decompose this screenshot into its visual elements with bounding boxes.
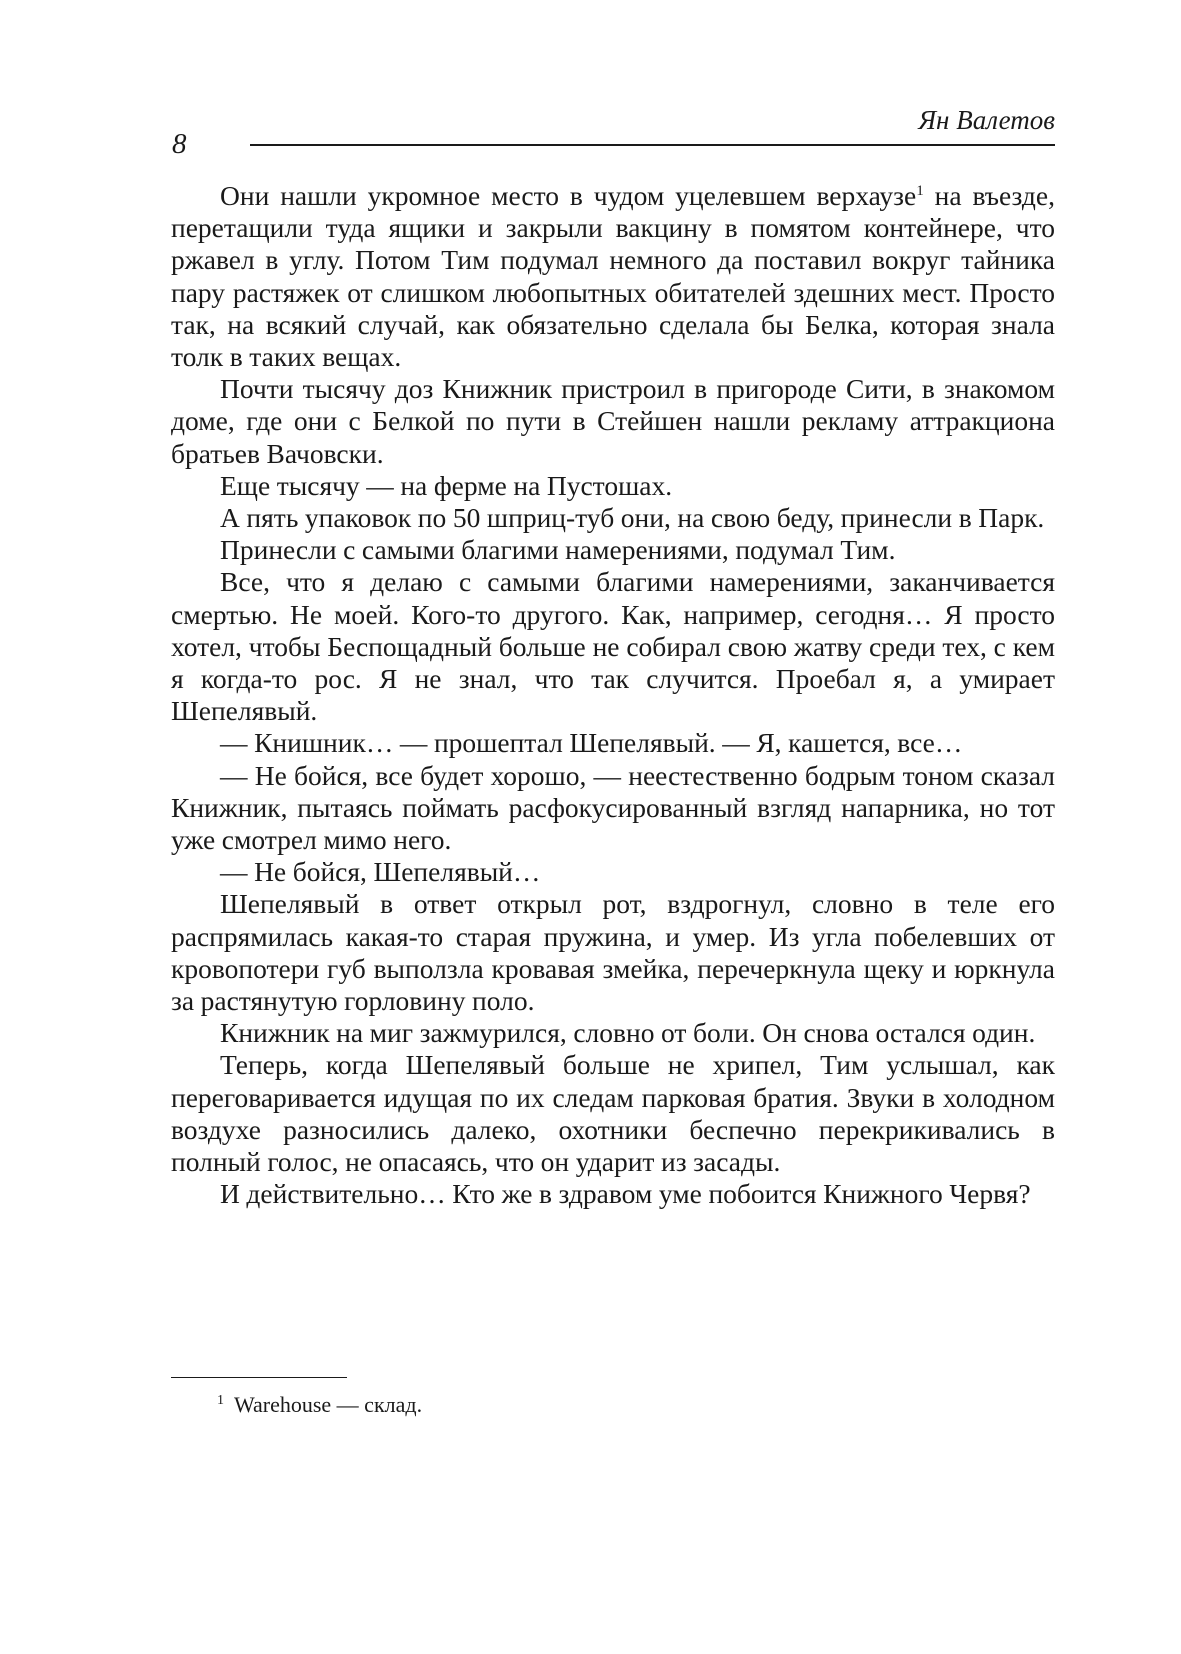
paragraph-2: Почти тысячу доз Книжник пристроил в пригороде Сити, в знакомом доме, где они с Белкой по пути в Стейшен нашли рекламу аттракциона братьев Вачовски. (171, 373, 1055, 469)
paragraph-10: Шепелявый в ответ открыл рот, вздрогнул, словно в теле его распрямилась какая-то старая пружина, и умер. Из угла побелевших от кровопотери губ выползла кровавая змейка, перечеркнула щеку и юркнула за растянутую горловину поло. (171, 888, 1055, 1017)
footnote-ref-1: 1 (916, 182, 924, 199)
paragraph-11: Книжник на миг зажмурился, словно от боли. Он снова остался один. (220, 1017, 1036, 1049)
paragraph-4: А пять упаковок по 50 шприц-туб они, на свою беду, принесли в Парк. (220, 502, 1045, 534)
paragraph-1 (171, 180, 1055, 373)
paragraph-1-text-a: Они нашли укромное место в чудом уцелевшем верхаузе (220, 180, 917, 211)
footnote-1 (217, 1392, 422, 1418)
paragraph-3: Еще тысячу — на ферме на Пустошах. (220, 469, 673, 501)
paragraph-6: Все, что я делаю с самыми благими намерениями, заканчивается смертью. Не моей. Кого-то другого. Как, например, сегодня… Я просто хотел, чтобы Беспощадный больше не собирал свою жатву среди тех, с кем я когда-то рос. Я не знал, что так случится. Проебал я, а умирает Шепелявый. (171, 566, 1055, 727)
paragraph-7: — Книшник… — прошептал Шепелявый. — Я, кашется, все… (220, 727, 963, 759)
paragraph-12: Теперь, когда Шепелявый больше не хрипел, Тим услышал, как переговаривается идущая по их следам парковая братия. Звуки в холодном воздухе разносились далеко, охотники беспечно перекрикивались в полный голос, не опасаясь, что он ударит из засады. (171, 1049, 1055, 1178)
paragraph-13: И действительно… Кто же в здравом уме побоится Книжного Червя? (220, 1178, 1031, 1210)
paragraph-5: Принесли с самыми благими намерениями, подумал Тим. (220, 534, 896, 566)
running-head-author: Ян Валетов (918, 105, 1055, 135)
paragraph-1-text-b: на въезде, перетащили туда ящики и закрыли вакцину в помятом контейнере, что ржавел в углу. Потом Тим подумал немного да поставил вокруг тайника пару растяжек от слишком любопытных обитателей здешних мест. Просто так, на всякий случай, как обязательно сделала бы Белка, которая знала толк в таких вещах. (171, 180, 1055, 373)
paragraph-8: — Не бойся, все будет хорошо, — неестественно бодрым тоном сказал Книжник, пытаясь поймать расфокусированный взгляд напарника, но тот уже смотрел мимо него. (171, 759, 1055, 856)
footnote-rule (171, 1377, 347, 1378)
main-text (171, 180, 1055, 1211)
page-number: 8 (172, 128, 187, 160)
footnote-mark: 1 (217, 1392, 224, 1408)
paragraph-9: — Не бойся, Шепелявый… (220, 856, 541, 888)
footnote-text: Warehouse — склад. (234, 1392, 423, 1417)
header-rule (250, 144, 1055, 146)
